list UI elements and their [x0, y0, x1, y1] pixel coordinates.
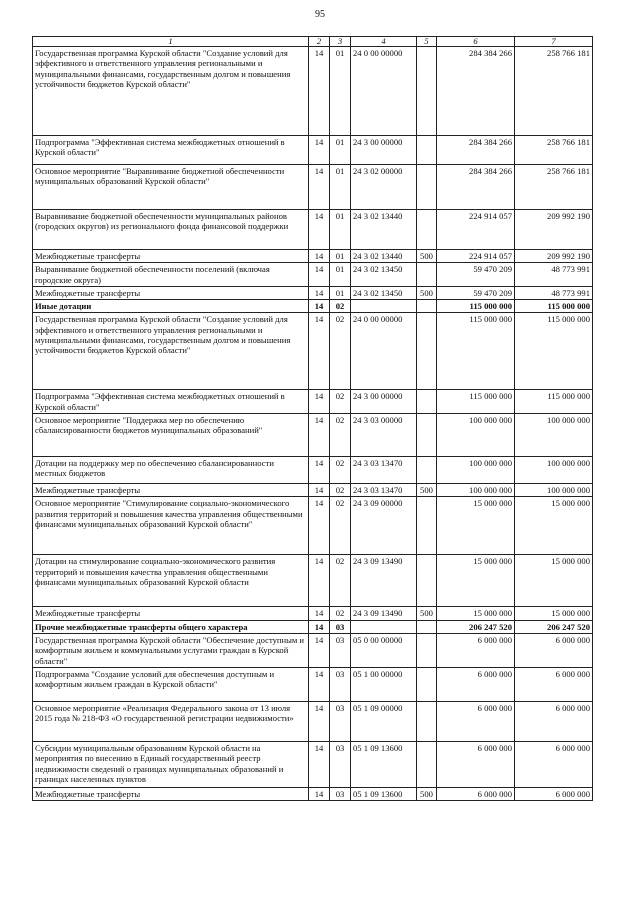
row-name: Межбюджетные трансферты — [33, 250, 309, 263]
row-subsection: 03 — [330, 701, 351, 741]
row-target-article: 24 3 03 13470 — [351, 484, 417, 497]
table-row — [33, 457, 593, 484]
row-name: Подпрограмма "Создание условий для обеспечения доступным и комфортным жильем граждан в Курской области" — [33, 667, 309, 701]
row-section: 14 — [309, 555, 330, 607]
row-target-article: 24 3 03 13470 — [351, 457, 417, 484]
row-name: Основное мероприятие "Стимулирование социально-экономического развития территорий и повышения качества управления общественными финансами муниципальных образований Курской области" — [33, 497, 309, 555]
row-amount-year2: 6 000 000 — [515, 667, 593, 701]
row-subsection: 03 — [330, 667, 351, 701]
table-row — [33, 633, 593, 667]
row-section: 14 — [309, 497, 330, 555]
row-subsection: 02 — [330, 555, 351, 607]
row-amount-year1: 59 470 209 — [437, 286, 515, 299]
row-subsection: 01 — [330, 210, 351, 250]
row-expense-type: 500 — [417, 250, 437, 263]
row-name: Государственная программа Курской области "Создание условий для эффективного и ответственного управления региональными и муниципальными финансами, государственным долгом и повышения устойчивости бюджетов Курской области" — [33, 47, 309, 136]
row-expense-type — [417, 620, 437, 633]
row-target-article: 24 0 00 00000 — [351, 313, 417, 390]
row-amount-year1: 6 000 000 — [437, 701, 515, 741]
row-amount-year1: 284 384 266 — [437, 165, 515, 210]
table-row — [33, 741, 593, 787]
table-row — [33, 390, 593, 414]
row-expense-type — [417, 263, 437, 287]
row-name: Государственная программа Курской области "Обеспечение доступным и комфортным жильем и коммунальными услугами граждан в Курской области" — [33, 633, 309, 667]
row-amount-year1: 100 000 000 — [437, 484, 515, 497]
row-section: 14 — [309, 210, 330, 250]
row-amount-year2: 100 000 000 — [515, 484, 593, 497]
column-number-1: 1 — [33, 37, 309, 47]
row-target-article: 24 3 00 00000 — [351, 390, 417, 414]
row-subsection: 02 — [330, 313, 351, 390]
row-name: Выравнивание бюджетной обеспеченности поселений (включая городские округа) — [33, 263, 309, 287]
row-target-article: 24 0 00 00000 — [351, 47, 417, 136]
row-section: 14 — [309, 414, 330, 457]
row-target-article: 24 3 02 13450 — [351, 263, 417, 287]
row-amount-year1: 15 000 000 — [437, 555, 515, 607]
row-section: 14 — [309, 787, 330, 800]
row-amount-year1: 284 384 266 — [437, 47, 515, 136]
row-amount-year2: 209 992 190 — [515, 250, 593, 263]
row-subsection: 03 — [330, 633, 351, 667]
row-target-article — [351, 620, 417, 633]
row-subsection: 03 — [330, 741, 351, 787]
row-section: 14 — [309, 47, 330, 136]
row-target-article: 05 1 09 13600 — [351, 741, 417, 787]
row-expense-type: 500 — [417, 484, 437, 497]
column-number-6: 6 — [437, 37, 515, 47]
row-name: Основное мероприятие "Поддержка мер по обеспечению сбалансированности бюджетов муниципальных образований" — [33, 414, 309, 457]
row-target-article: 05 0 00 00000 — [351, 633, 417, 667]
row-expense-type — [417, 47, 437, 136]
row-amount-year2: 115 000 000 — [515, 313, 593, 390]
row-expense-type — [417, 555, 437, 607]
row-expense-type — [417, 210, 437, 250]
row-name: Иные дотации — [33, 300, 309, 313]
row-amount-year2: 258 766 181 — [515, 47, 593, 136]
row-subsection: 01 — [330, 263, 351, 287]
row-amount-year1: 100 000 000 — [437, 414, 515, 457]
table-row — [33, 47, 593, 136]
row-section: 14 — [309, 667, 330, 701]
row-amount-year1: 224 914 057 — [437, 250, 515, 263]
table-row — [33, 497, 593, 555]
row-subsection: 02 — [330, 457, 351, 484]
row-target-article: 24 3 02 00000 — [351, 165, 417, 210]
row-section: 14 — [309, 313, 330, 390]
table-row — [33, 414, 593, 457]
row-amount-year2: 258 766 181 — [515, 165, 593, 210]
row-target-article: 05 1 00 00000 — [351, 667, 417, 701]
row-name: Дотации на поддержку мер по обеспечению сбалансированности местных бюджетов — [33, 457, 309, 484]
row-target-article: 24 3 09 13490 — [351, 555, 417, 607]
row-target-article — [351, 300, 417, 313]
row-amount-year1: 6 000 000 — [437, 787, 515, 800]
row-target-article: 24 3 02 13440 — [351, 250, 417, 263]
row-subsection: 01 — [330, 250, 351, 263]
row-expense-type: 500 — [417, 286, 437, 299]
column-number-header — [33, 37, 593, 47]
table-row — [33, 607, 593, 620]
row-amount-year2: 15 000 000 — [515, 607, 593, 620]
row-amount-year2: 258 766 181 — [515, 136, 593, 165]
row-expense-type — [417, 390, 437, 414]
row-amount-year1: 6 000 000 — [437, 741, 515, 787]
row-target-article: 24 3 00 00000 — [351, 136, 417, 165]
row-section: 14 — [309, 701, 330, 741]
row-name: Выравнивание бюджетной обеспеченности муниципальных районов (городских округов) из регионального фонда финансовой поддержки — [33, 210, 309, 250]
row-target-article: 24 3 03 00000 — [351, 414, 417, 457]
row-amount-year2: 209 992 190 — [515, 210, 593, 250]
row-amount-year2: 6 000 000 — [515, 787, 593, 800]
row-expense-type: 500 — [417, 787, 437, 800]
row-subsection: 03 — [330, 787, 351, 800]
row-amount-year2: 15 000 000 — [515, 497, 593, 555]
table-row — [33, 701, 593, 741]
row-name: Межбюджетные трансферты — [33, 787, 309, 800]
row-amount-year1: 224 914 057 — [437, 210, 515, 250]
row-amount-year1: 115 000 000 — [437, 313, 515, 390]
row-target-article: 05 1 09 00000 — [351, 701, 417, 741]
row-amount-year1: 206 247 520 — [437, 620, 515, 633]
table-row — [33, 300, 593, 313]
budget-table — [32, 36, 593, 801]
row-section: 14 — [309, 286, 330, 299]
row-section: 14 — [309, 300, 330, 313]
row-section: 14 — [309, 136, 330, 165]
column-number-5: 5 — [417, 37, 437, 47]
row-name: Межбюджетные трансферты — [33, 484, 309, 497]
row-amount-year1: 115 000 000 — [437, 300, 515, 313]
row-name: Подпрограмма "Эффективная система межбюджетных отношений в Курской области" — [33, 136, 309, 165]
table-row — [33, 555, 593, 607]
row-expense-type — [417, 741, 437, 787]
table-row — [33, 620, 593, 633]
row-amount-year2: 6 000 000 — [515, 741, 593, 787]
row-name: Государственная программа Курской области "Создание условий для эффективного и ответственного управления региональными и муниципальными финансами, государственным долгом и повышения устойчивости бюджетов Курской области" — [33, 313, 309, 390]
row-section: 14 — [309, 484, 330, 497]
row-amount-year1: 284 384 266 — [437, 136, 515, 165]
row-amount-year1: 100 000 000 — [437, 457, 515, 484]
row-expense-type: 500 — [417, 607, 437, 620]
row-section: 14 — [309, 620, 330, 633]
table-row — [33, 250, 593, 263]
row-subsection: 02 — [330, 484, 351, 497]
row-expense-type — [417, 633, 437, 667]
row-amount-year2: 15 000 000 — [515, 555, 593, 607]
row-amount-year1: 59 470 209 — [437, 263, 515, 287]
row-section: 14 — [309, 457, 330, 484]
row-name: Прочие межбюджетные трансферты общего характера — [33, 620, 309, 633]
row-amount-year2: 115 000 000 — [515, 390, 593, 414]
row-subsection: 01 — [330, 165, 351, 210]
row-target-article: 24 3 02 13450 — [351, 286, 417, 299]
row-name: Межбюджетные трансферты — [33, 607, 309, 620]
row-name: Дотации на стимулирование социально-экономического развития территорий и повышения качества управления общественными финансами муниципальных образований Курской области — [33, 555, 309, 607]
table-row — [33, 263, 593, 287]
row-amount-year2: 100 000 000 — [515, 457, 593, 484]
row-subsection: 01 — [330, 136, 351, 165]
row-subsection: 01 — [330, 286, 351, 299]
table-row — [33, 286, 593, 299]
row-target-article: 05 1 09 13600 — [351, 787, 417, 800]
row-amount-year2: 100 000 000 — [515, 414, 593, 457]
row-amount-year1: 15 000 000 — [437, 497, 515, 555]
row-expense-type — [417, 667, 437, 701]
row-subsection: 01 — [330, 47, 351, 136]
table-row — [33, 787, 593, 800]
row-expense-type — [417, 414, 437, 457]
row-amount-year1: 6 000 000 — [437, 633, 515, 667]
page-number: 95 — [315, 9, 325, 20]
row-expense-type — [417, 497, 437, 555]
row-expense-type — [417, 300, 437, 313]
table-body — [33, 47, 593, 801]
column-number-3: 3 — [330, 37, 351, 47]
row-section: 14 — [309, 633, 330, 667]
row-subsection: 02 — [330, 607, 351, 620]
table-row — [33, 165, 593, 210]
row-section: 14 — [309, 607, 330, 620]
row-subsection: 02 — [330, 497, 351, 555]
row-name: Субсидии муниципальным образованиям Курской области на мероприятия по внесению в Единый государственный реестр недвижимости сведений о границах муниципальных образований и границах населенных пунктов — [33, 741, 309, 787]
column-number-7: 7 — [515, 37, 593, 47]
row-name: Основное мероприятие "Выравнивание бюджетной обеспеченности муниципальных образований Курской области" — [33, 165, 309, 210]
row-target-article: 24 3 09 00000 — [351, 497, 417, 555]
row-expense-type — [417, 313, 437, 390]
row-amount-year2: 48 773 991 — [515, 263, 593, 287]
row-section: 14 — [309, 263, 330, 287]
row-expense-type — [417, 165, 437, 210]
table-row — [33, 667, 593, 701]
row-target-article: 24 3 09 13490 — [351, 607, 417, 620]
table-row — [33, 313, 593, 390]
row-amount-year1: 6 000 000 — [437, 667, 515, 701]
row-subsection: 03 — [330, 620, 351, 633]
column-number-2: 2 — [309, 37, 330, 47]
row-section: 14 — [309, 390, 330, 414]
row-amount-year2: 6 000 000 — [515, 633, 593, 667]
row-name: Основное мероприятие «Реализация Федерального закона от 13 июля 2015 года № 218-ФЗ «О государственной регистрации недвижимости» — [33, 701, 309, 741]
row-expense-type — [417, 136, 437, 165]
row-subsection: 02 — [330, 300, 351, 313]
table-row — [33, 484, 593, 497]
row-amount-year1: 15 000 000 — [437, 607, 515, 620]
row-target-article: 24 3 02 13440 — [351, 210, 417, 250]
row-section: 14 — [309, 741, 330, 787]
row-amount-year1: 115 000 000 — [437, 390, 515, 414]
row-name: Подпрограмма "Эффективная система межбюджетных отношений в Курской области" — [33, 390, 309, 414]
row-amount-year2: 206 247 520 — [515, 620, 593, 633]
row-section: 14 — [309, 165, 330, 210]
row-name: Межбюджетные трансферты — [33, 286, 309, 299]
row-amount-year2: 48 773 991 — [515, 286, 593, 299]
row-expense-type — [417, 701, 437, 741]
table-row — [33, 136, 593, 165]
row-section: 14 — [309, 250, 330, 263]
row-expense-type — [417, 457, 437, 484]
row-amount-year2: 115 000 000 — [515, 300, 593, 313]
row-amount-year2: 6 000 000 — [515, 701, 593, 741]
row-subsection: 02 — [330, 414, 351, 457]
column-number-4: 4 — [351, 37, 417, 47]
row-subsection: 02 — [330, 390, 351, 414]
table-row — [33, 210, 593, 250]
